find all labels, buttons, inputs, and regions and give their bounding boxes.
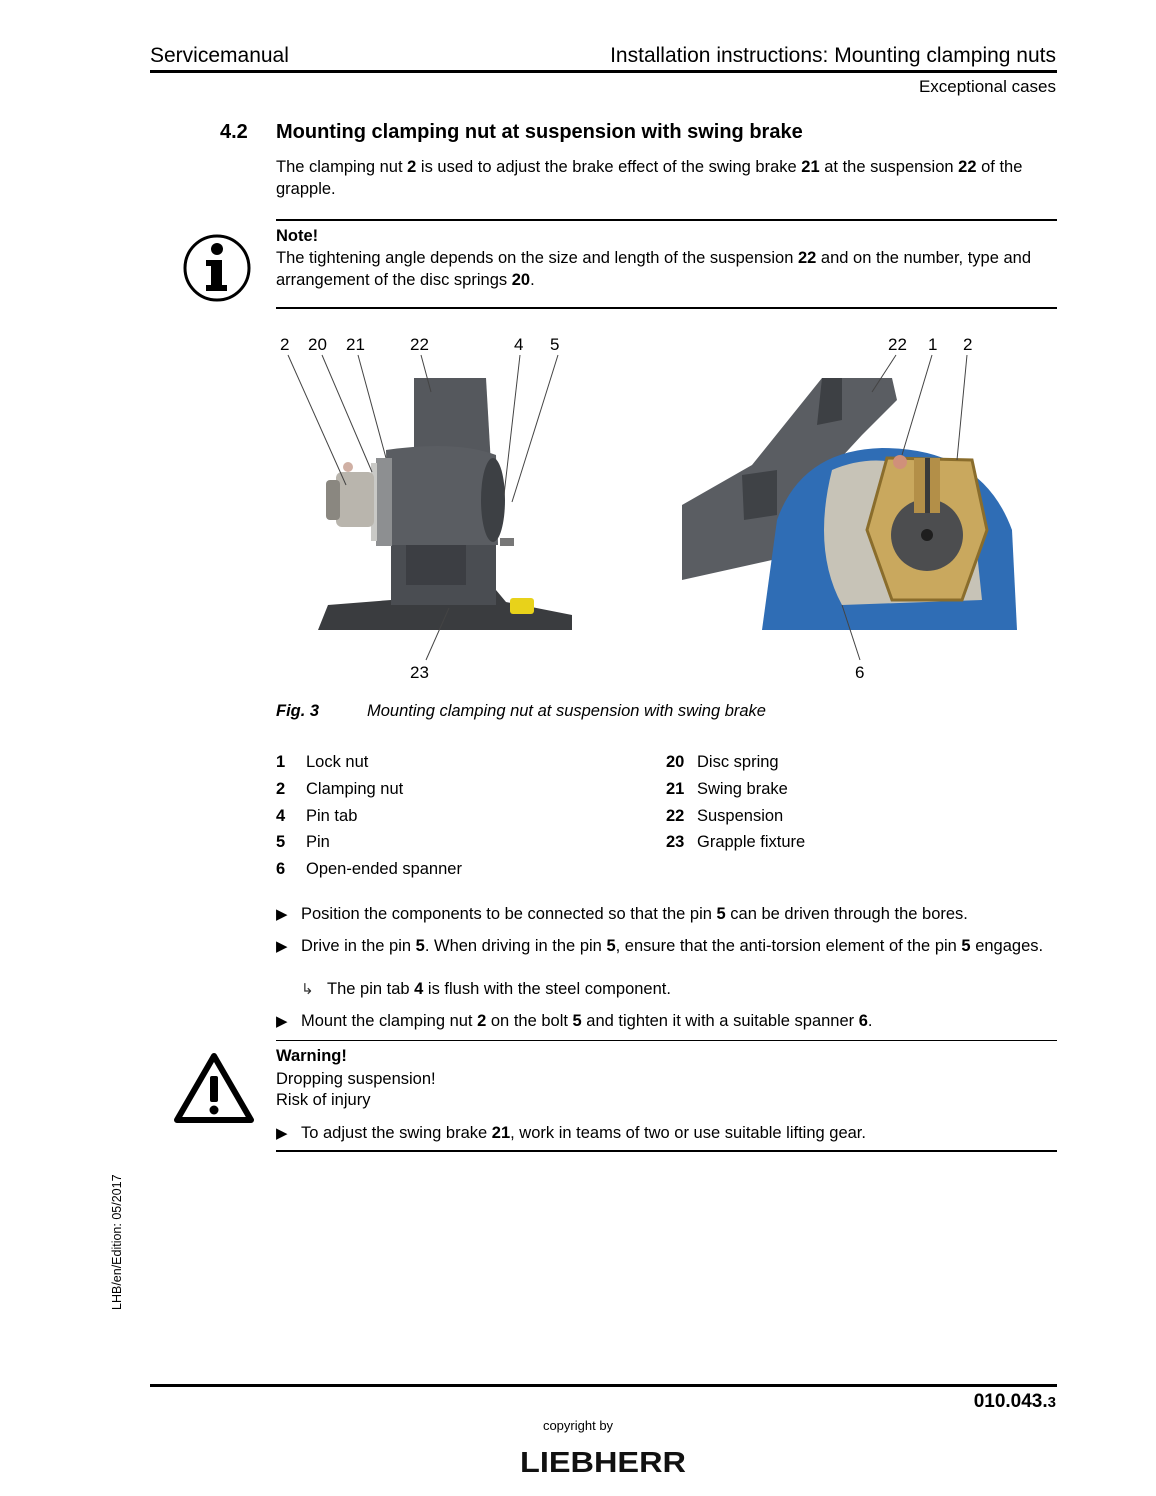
footer-divider <box>150 1384 1057 1387</box>
liebherr-logo <box>518 1446 688 1476</box>
legend-num: 20 <box>666 753 685 771</box>
legend-num: 5 <box>276 833 286 851</box>
bullet-triangle-icon: ▶ <box>276 906 288 923</box>
header-subtitle: Exceptional cases <box>918 77 1056 96</box>
note-top-rule <box>276 219 1057 221</box>
info-icon <box>182 233 252 303</box>
legend-text: Pin tab <box>306 807 358 825</box>
legend-text: Lock nut <box>306 753 369 771</box>
warning-bottom-rule <box>276 1150 1057 1152</box>
legend-text: Clamping nut <box>306 780 404 798</box>
warning-triangle-icon <box>174 1052 254 1124</box>
step-2-result: ↳ The pin tab 4 is flush with the steel component. <box>301 979 671 1001</box>
callout-right-1: 1 <box>928 335 938 354</box>
edition-side-text: LHB/en/Edition: 05/2017 <box>110 1174 124 1310</box>
warning-hazard: Dropping suspension! <box>276 1070 436 1088</box>
bullet-triangle-icon: ▶ <box>276 1013 288 1030</box>
copyright-text: copyright by <box>542 1418 614 1433</box>
legend-num: 22 <box>666 807 685 825</box>
legend-text: Disc spring <box>697 753 779 771</box>
legend-text: Suspension <box>697 807 784 825</box>
legend-text: Pin <box>306 833 330 851</box>
callout-left-21: 21 <box>346 335 365 354</box>
callout-right-6: 6 <box>855 663 865 682</box>
warning-step: ▶ To adjust the swing brake 21, work in teams of two or use suitable lifting gear. <box>276 1123 1056 1145</box>
legend-num: 6 <box>276 860 286 878</box>
step-1: ▶ Position the components to be connected so that the pin 5 can be driven through the bores. <box>276 904 1056 926</box>
bullet-triangle-icon: ▶ <box>276 938 288 955</box>
result-arrow-icon: ↳ <box>301 981 314 998</box>
section-number: 4.2 <box>220 121 248 143</box>
callout-left-4: 4 <box>514 335 524 354</box>
header-chapter-title: Installation instructions: Mounting clamping nuts <box>610 44 1056 67</box>
note-label: Note! <box>276 227 319 245</box>
legend-num: 23 <box>666 833 685 851</box>
callout-right-22: 22 <box>888 335 907 354</box>
legend-num: 1 <box>276 753 286 771</box>
callout-left-2: 2 <box>280 335 290 354</box>
legend-text: Open-ended spanner <box>306 860 462 878</box>
figure-caption: Mounting clamping nut at suspension with swing brake <box>367 702 766 720</box>
section-title: Mounting clamping nut at suspension with swing brake <box>276 121 803 143</box>
svg-text:LIEBHERR: LIEBHERR <box>520 1447 687 1476</box>
step-2: ▶ Drive in the pin 5. When driving in the pin 5, ensure that the anti-torsion element of the pin 5 engages. <box>276 936 1056 958</box>
bullet-triangle-icon: ▶ <box>276 1125 288 1142</box>
note-bottom-rule <box>276 307 1057 309</box>
legend-text: Swing brake <box>697 780 788 798</box>
legend-text: Grapple fixture <box>697 833 806 851</box>
legend-num: 21 <box>666 780 685 798</box>
figure-photo-right <box>682 330 1022 685</box>
callout-right-2: 2 <box>963 335 973 354</box>
callout-left-20: 20 <box>308 335 327 354</box>
legend-num: 4 <box>276 807 286 825</box>
note-text: The tightening angle depends on the size and length of the suspension 22 and on the number, type and arrangement of the disc springs 20. <box>276 249 1032 289</box>
header-divider <box>150 70 1057 73</box>
legend-num: 2 <box>276 780 286 798</box>
figure-photo-left <box>276 330 576 685</box>
step-3: ▶ Mount the clamping nut 2 on the bolt 5 and tighten it with a suitable spanner 6. <box>276 1011 1056 1033</box>
callout-left-22: 22 <box>410 335 429 354</box>
callout-left-23: 23 <box>410 663 429 682</box>
page-number: 010.043.3 <box>973 1391 1056 1412</box>
intro-paragraph: The clamping nut 2 is used to adjust the brake effect of the swing brake 21 at the suspension 22 of the grapple. <box>276 158 1023 198</box>
warning-consequence: Risk of injury <box>276 1091 371 1109</box>
callout-left-5: 5 <box>550 335 560 354</box>
warning-label: Warning! <box>276 1047 347 1065</box>
warning-top-rule <box>276 1040 1057 1041</box>
figure-label: Fig. 3 <box>276 702 320 720</box>
header-manual-title: Servicemanual <box>150 44 289 67</box>
